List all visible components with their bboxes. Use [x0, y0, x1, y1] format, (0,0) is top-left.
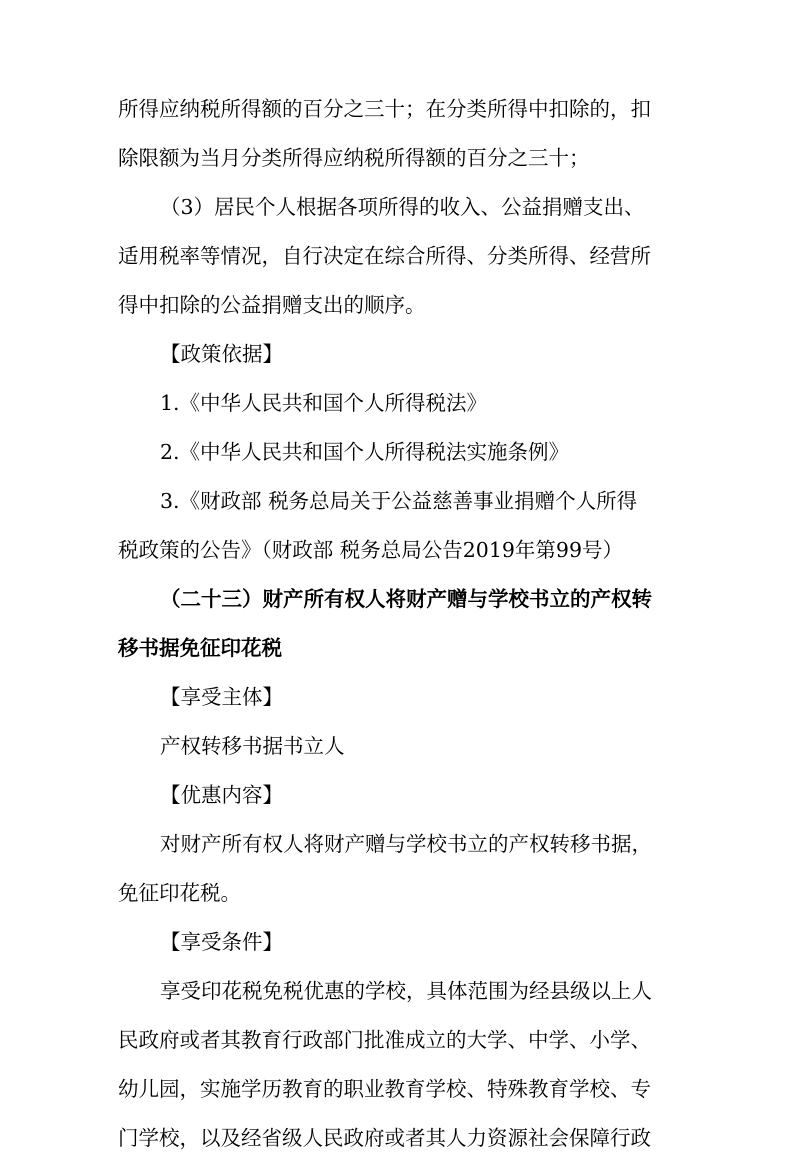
reference-item: 2.《中华人民共和国个人所得税法实施条例》	[160, 440, 570, 464]
section-label-conditions: 【享受条件】	[160, 930, 283, 954]
section-label-preferential-content: 【优惠内容】	[160, 783, 283, 807]
body-text-line: 免征印花税。	[118, 881, 241, 905]
section-label-beneficiary: 【享受主体】	[160, 685, 283, 709]
reference-item: 1.《中华人民共和国个人所得税法》	[160, 391, 488, 415]
body-text-line: （3）居民个人根据各项所得的收入、公益捐赠支出、	[160, 195, 645, 219]
section-heading-continuation: 移书据免征印花税	[118, 636, 282, 660]
body-text-line: 产权转移书据书立人	[160, 734, 345, 758]
body-text-line: 得中扣除的公益捐赠支出的顺序。	[118, 293, 426, 317]
reference-item-continuation: 税政策的公告》（财政部 税务总局公告2019年第99号）	[118, 538, 624, 562]
reference-item: 3.《财政部 税务总局关于公益慈善事业捐赠个人所得	[160, 489, 638, 513]
body-text-line: 适用税率等情况，自行决定在综合所得、分类所得、经营所	[118, 244, 651, 268]
body-text-line: 民政府或者其教育行政部门批准成立的大学、中学、小学、	[118, 1028, 651, 1052]
body-text-line: 享受印花税免税优惠的学校，具体范围为经县级以上人	[160, 979, 652, 1003]
body-text-line: 幼儿园，实施学历教育的职业教育学校、特殊教育学校、专	[118, 1077, 651, 1101]
body-text-line: 除限额为当月分类所得应纳税所得额的百分之三十；	[118, 146, 590, 170]
section-heading: （二十三）财产所有权人将财产赠与学校书立的产权转	[160, 587, 652, 611]
body-text-line: 门学校，以及经省级人民政府或者其人力资源社会保障行政	[118, 1126, 651, 1150]
body-text-line: 对财产所有权人将财产赠与学校书立的产权转移书据，	[160, 832, 652, 856]
body-text-line: 所得应纳税所得额的百分之三十；在分类所得中扣除的，扣	[118, 97, 651, 121]
section-label-policy-basis: 【政策依据】	[160, 342, 283, 366]
